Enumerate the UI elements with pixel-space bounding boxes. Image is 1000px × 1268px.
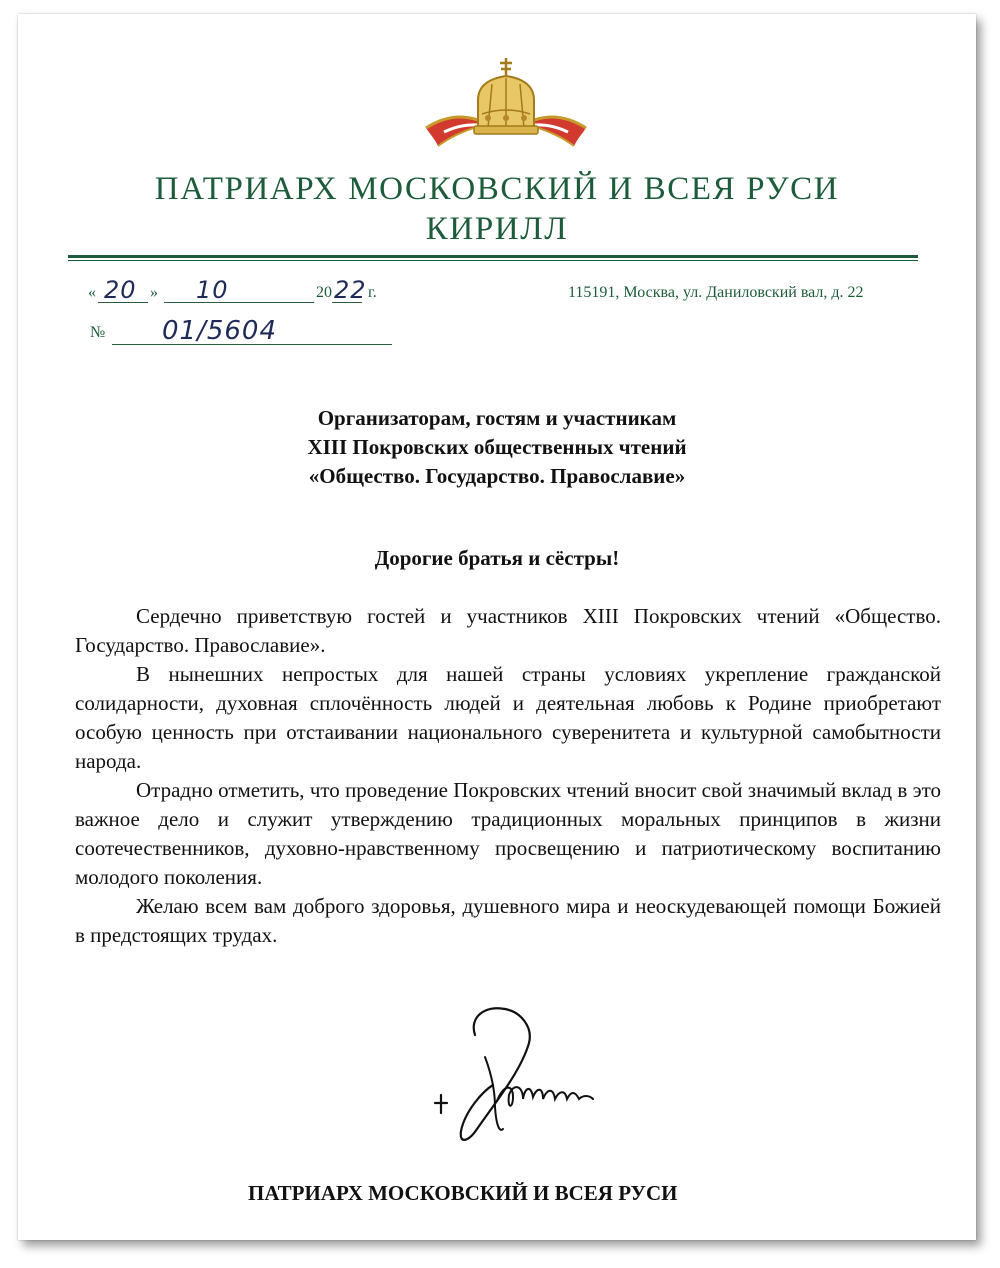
address: 115191, Москва, ул. Даниловский вал, д. 22 [568,284,864,301]
paragraph: В нынешних непростых для нашей страны условиях укрепление гражданской солидарности, духовная сплочённость людей и деятельная любовь к Родине приобретают особую ценность при отстаивании национального суверенитета и культурной самобытности народа. [75,662,941,773]
number-value: 01/5604 [162,316,278,346]
addressee-line: XIII Покровских общественных чтений [307,435,687,459]
letter-body [75,602,941,950]
letterhead-name: КИРИЛЛ [425,211,569,247]
addressee-block [18,404,976,491]
number-label: № [90,324,106,341]
date-year-unit: г. [368,284,377,301]
header-divider [68,255,918,258]
paragraph: Отрадно отметить, что проведение Покровских чтений вносит свой значимый вклад в это важное дело и служит утверждению традиционных моральных принципов в жизни соотечественников, духовно-нравственному просвещению и патриотическому воспитанию молодого поколения. [75,778,941,889]
letter-sheet [18,14,976,1240]
greeting: Дорогие братья и сёстры! [374,546,620,570]
paragraph: Сердечно приветствую гостей и участников XIII Покровских чтений «Общество. Государство. Православие». [75,604,941,657]
signatory-title: ПАТРИАРХ МОСКОВСКИЙ И ВСЕЯ РУСИ [248,1181,678,1205]
addressee-line: «Общество. Государство. Православие» [308,464,686,488]
date-day: 20 [104,276,137,304]
date-field [88,276,398,306]
letterhead-title: ПАТРИАРХ МОСКОВСКИЙ И ВСЕЯ РУСИ [154,171,840,207]
reference-number-field [90,314,410,350]
date-year-suffix: 22 [334,276,367,304]
paragraph: Желаю всем вам доброго здоровья, душевного мира и неоскудевающей помощи Божией в предстоящих трудах. [75,894,941,947]
date-month-line [164,302,314,303]
handwritten-signature-icon [403,999,623,1154]
date-year-line [332,302,362,303]
addressee-line: Организаторам, гостям и участникам [317,406,677,430]
header-divider-thin [68,260,918,261]
date-close-quote: » [150,284,158,301]
date-open-quote: « [88,284,96,301]
patriarch-crown-emblem-icon [416,54,596,148]
date-month: 10 [196,276,229,304]
date-year-prefix: 20 [316,284,332,301]
